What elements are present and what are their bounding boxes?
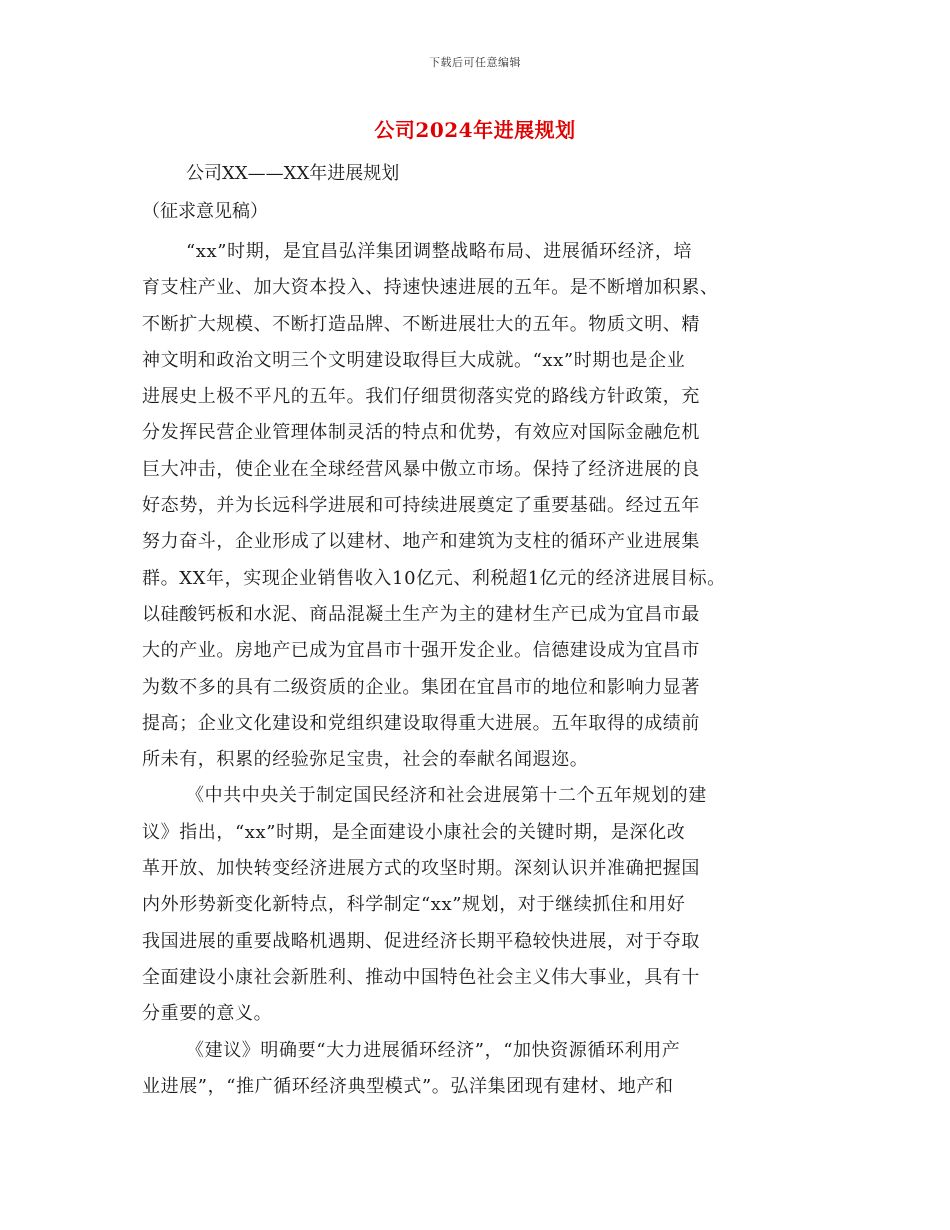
text-line: 育支柱产业、加大资本投入、持速快速进展的五年。是不断增加积累、 bbox=[142, 277, 719, 299]
text-line: 革开放、加快转变经济进展方式的攻坚时期。深刻认识并准确把握国 bbox=[142, 858, 700, 880]
text-line: 全面建设小康社会新胜利、推动中国特色社会主义伟大事业，具有十 bbox=[142, 966, 700, 988]
text-line: 提高；企业文化建设和党组织建设取得重大进展。五年取得的成绩前 bbox=[142, 712, 700, 734]
paragraph bbox=[142, 778, 802, 1032]
document-subtitle: 公司XX——XX年进展规划 bbox=[186, 163, 400, 184]
text-line: 群。XX年，实现企业销售收入10亿元、利税超1亿元的经济进展目标。 bbox=[142, 567, 726, 589]
document-title: 公司2024年进展规划 bbox=[374, 118, 576, 142]
text-line: 进展史上极不平凡的五年。我们仔细贯彻落实党的路线方针政策，充 bbox=[142, 386, 700, 408]
draft-note: （征求意见稿） bbox=[142, 201, 268, 222]
text-line: 好态势，并为长远科学进展和可持续进展奠定了重要基础。经过五年 bbox=[142, 495, 700, 517]
text-line: 大的产业。房地产已成为宜昌市十强开发企业。信德建设成为宜昌市 bbox=[142, 640, 700, 662]
paragraph bbox=[142, 1033, 802, 1106]
text-line: 神文明和政治文明三个文明建设取得巨大成就。“xx”时期也是企业 bbox=[142, 349, 686, 371]
text-line: 为数不多的具有二级资质的企业。集团在宜昌市的地位和影响力显著 bbox=[142, 676, 700, 698]
text-line: 业进展”，“推广循环经济典型模式”。弘洋集团现有建材、地产和 bbox=[142, 1075, 674, 1097]
document-body bbox=[142, 234, 802, 1105]
text-line: 议》指出，“xx”时期，是全面建设小康社会的关键时期，是深化改 bbox=[142, 821, 686, 843]
paragraph bbox=[142, 234, 802, 778]
text-line: 不断扩大规模、不断打造品牌、不断进展壮大的五年。物质文明、精 bbox=[142, 313, 700, 335]
text-line: 我国进展的重要战略机遇期、促进经济长期平稳较快进展，对于夺取 bbox=[142, 930, 700, 952]
text-line: 以硅酸钙板和水泥、商品混凝土生产为主的建材生产已成为宜昌市最 bbox=[142, 603, 700, 625]
text-line: 分发挥民营企业管理体制灵活的特点和优势，有效应对国际金融危机 bbox=[142, 422, 700, 444]
text-line: 《建议》明确要“大力进展循环经济”，“加快资源循环利用产 bbox=[186, 1039, 681, 1061]
text-line: 努力奋斗，企业形成了以建材、地产和建筑为支柱的循环产业进展集 bbox=[142, 531, 700, 553]
text-line: 分重要的意义。 bbox=[142, 1003, 273, 1025]
text-line: 内外形势新变化新特点，科学制定“xx”规划，对于继续抓住和用好 bbox=[142, 894, 686, 916]
text-line: 《中共中央关于制定国民经济和社会进展第十二个五年规划的建 bbox=[186, 785, 707, 807]
text-line: “xx”时期，是宜昌弘洋集团调整战略布局、进展循环经济，培 bbox=[186, 241, 693, 262]
text-line: 所未有，积累的经验弥足宝贵，社会的奉献名闻遐迩。 bbox=[142, 749, 589, 771]
header-note: 下载后可任意编辑 bbox=[429, 56, 521, 69]
text-line: 巨大冲击，使企业在全球经营风暴中傲立市场。保持了经济进展的良 bbox=[142, 458, 700, 480]
